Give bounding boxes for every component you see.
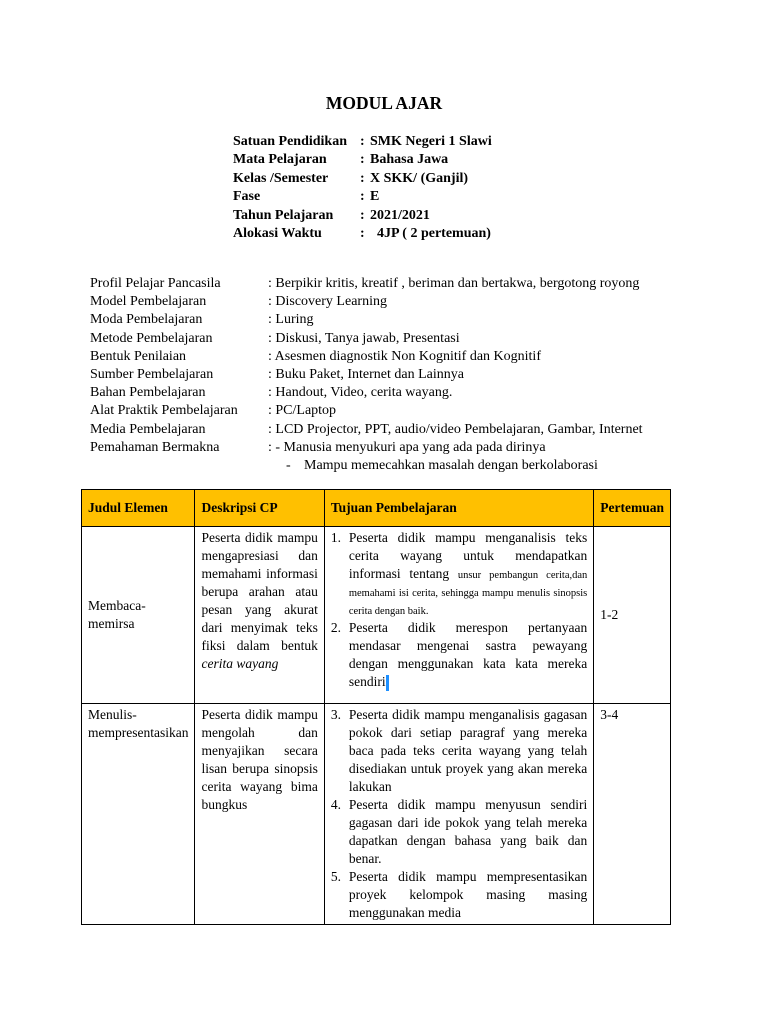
meta-row [233,207,492,225]
meta-key: Satuan Pendidikan [233,134,347,149]
profile-row [90,366,643,384]
meta-key: Kelas /Semester [233,170,329,186]
meta-sep: : [360,152,365,168]
meta-value: E [370,189,380,205]
table-header-row [82,490,671,527]
header-judul-elemen: Judul Elemen [82,490,195,527]
profile-row [90,293,643,311]
cp-italic-text: cerita wayang [201,656,279,671]
cell-pertemuan [594,704,671,925]
profile-row [90,330,643,348]
profile-value: : Handout, Video, cerita wayang. [268,385,453,401]
module-identity [233,133,492,243]
meta-key: Mata Pelajaran [233,152,327,168]
item-number: 2. [330,620,341,635]
cp-text: Peserta didik mampu mengolah dan menyajikan secara lisan berupa sinopsis cerita wayang bima bungkus [201,707,318,812]
meta-value: Bahasa Jawa [370,152,449,168]
table-row [82,527,671,704]
profile-extra-line [90,457,643,475]
profile-row [90,311,643,329]
meta-key: Fase [233,189,261,205]
goal-text: Peserta didik mampu menyusun sendiri gagasan dari ide pokok yang telah mereka dapatkan dengan bahasa yang baik dan benar. [348,797,588,866]
list-item [331,619,587,691]
meta-value: 2021/2021 [370,207,430,223]
learning-goals-table [81,489,671,925]
pertemuan-text: 1-2 [600,607,619,622]
profile-value: : Diskusi, Tanya jawab, Presentasi [268,330,460,346]
learning-profile [90,275,643,475]
meta-value: 4JP ( 2 pertemuan) [370,226,491,242]
list-item [331,796,587,868]
profile-row [90,402,643,420]
item-number: 5. [330,869,341,884]
list-item [331,868,587,922]
cell-elemen [82,704,195,925]
meta-key: Alokasi Waktu [233,226,322,242]
profile-key: Media Pembelajaran [90,421,206,437]
meta-sep: : [360,207,365,223]
meta-row [233,225,492,243]
header-deskripsi-cp: Deskripsi CP [195,490,324,527]
profile-value: : Berpikir kritis, kreatif , beriman dan bertakwa, bergotong royong [268,276,640,291]
profile-value: : Buku Paket, Internet dan Lainnya [268,367,464,383]
profile-key: Bahan Pembelajaran [90,385,206,401]
meta-sep: : [360,189,365,205]
meta-row [233,151,492,169]
item-number: 3. [330,707,341,722]
meta-sep: : [360,134,365,149]
profile-key: Bentuk Penilaian [90,348,187,364]
profile-value: : Luring [268,312,314,328]
cell-cp [195,704,324,925]
profile-value: : LCD Projector, PPT, audio/video Pembelajaran, Gambar, Internet [268,421,643,437]
goal-text: Peserta didik mampu menganalisis gagasan pokok dari setiap paragraf yang mereka baca pada teks cerita wayang yang telah disediakan untuk proyek yang akan mereka lakukan [348,707,588,794]
cell-cp [195,527,324,704]
meta-row [233,170,492,188]
cell-elemen [82,527,195,704]
header-pertemuan: Pertemuan [594,490,671,527]
profile-row [90,439,643,457]
text-cursor [386,675,389,691]
elemen-text: Menulis-mempresentasikan [88,707,189,740]
bullet-dash: - [286,458,291,474]
profile-row [90,384,643,402]
goal-text: Peserta didik mampu menganalisis teks cerita wayang untuk mendapatkan informasi tentang [348,530,588,581]
cp-text: Peserta didik mampu mengapresiasi dan memahami informasi berupa arahan atau pesan yang akurat dari menyimak teks fiksi dalam bentuk [201,530,318,653]
meta-row [233,133,492,151]
profile-extra-text: Mampu memecahkan masalah dengan berkolaborasi [304,458,598,474]
profile-row [90,275,643,293]
profile-key: Alat Praktik Pembelajaran [90,403,238,419]
table-row [82,704,671,925]
meta-sep: : [360,170,365,186]
cell-pertemuan [594,527,671,704]
profile-key: Metode Pembelajaran [90,330,213,346]
profile-value: : Discovery Learning [268,294,387,310]
profile-key: Model Pembelajaran [90,294,207,310]
list-item [331,706,587,796]
profile-value: : - Manusia menyukuri apa yang ada pada dirinya [268,439,546,455]
profile-key: Sumber Pembelajaran [90,367,214,383]
goal-small-text: unsur pembangun cerita,dan memahami isi cerita, sehingga mampu menulis sinopsis cerita dengan baik. [348,570,588,617]
meta-value: SMK Negeri 1 Slawi [370,134,492,149]
item-number: 4. [330,797,341,812]
meta-sep: : [360,226,365,242]
header-tujuan-pembelajaran: Tujuan Pembelajaran [324,490,593,527]
item-number: 1. [330,530,341,545]
meta-row [233,188,492,206]
profile-row [90,421,643,439]
profile-value: : PC/Laptop [268,403,337,419]
profile-row [90,348,643,366]
elemen-text: Membaca-memirsa [88,598,146,631]
meta-key: Tahun Pelajaran [233,207,334,223]
cell-goals [324,704,593,925]
profile-key: Moda Pembelajaran [90,312,203,328]
goal-text: Peserta didik mampu mempresentasikan proyek kelompok masing masing menggunakan media [348,869,588,920]
goal-text: Peserta didik merespon pertanyaan mendasar mengenai sastra pewayang dengan menggunakan kata kata mereka sendiri [348,620,588,689]
profile-value: : Asesmen diagnostik Non Kognitif dan Kognitif [268,348,541,364]
profile-key: Profil Pelajar Pancasila [90,276,221,291]
pertemuan-text: 3-4 [600,707,619,722]
profile-key: Pemahaman Bermakna [90,439,220,455]
meta-value: X SKK/ (Ganjil) [370,170,469,186]
cell-goals [324,527,593,704]
module-title: MODUL AJAR [325,93,443,113]
list-item [331,529,587,619]
